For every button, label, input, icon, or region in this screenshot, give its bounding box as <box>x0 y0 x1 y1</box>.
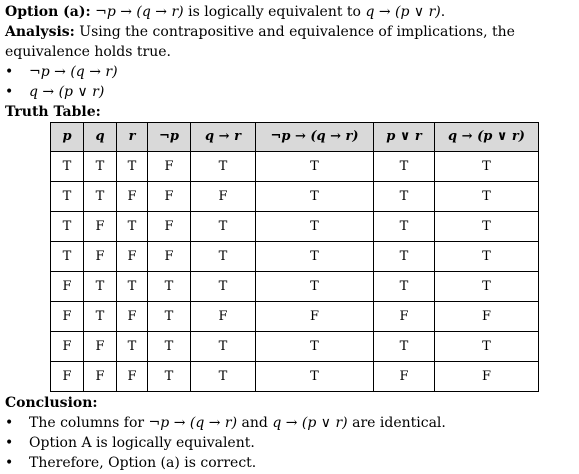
truth-value-cell: T <box>435 182 539 212</box>
truth-value-cell: T <box>374 272 435 302</box>
option-expression-2: q → (p ∨ r) <box>365 4 441 20</box>
bullet-dot: • <box>5 455 14 471</box>
truth-table-body <box>51 152 539 392</box>
option-statement: is logically equivalent to <box>183 4 366 20</box>
truth-value-cell: T <box>84 182 117 212</box>
truth-value-cell: F <box>84 212 117 242</box>
truth-value-cell: F <box>148 182 191 212</box>
expression-bullet-2 <box>5 82 575 102</box>
analysis-text: Using the contrapositive and equivalence of implications, the equivalence holds true. <box>5 24 515 60</box>
truth-value-cell: T <box>256 212 374 242</box>
truth-value-cell: T <box>374 182 435 212</box>
truth-value-cell: F <box>117 302 148 332</box>
truth-table-row <box>51 212 539 242</box>
truth-table-row <box>51 302 539 332</box>
truth-value-cell: T <box>51 242 84 272</box>
truth-value-cell: F <box>374 302 435 332</box>
truth-table-title: Truth Table: <box>5 104 101 120</box>
bullet-dot: • <box>5 415 14 431</box>
truth-table-row <box>51 332 539 362</box>
truth-value-cell: T <box>117 332 148 362</box>
conclusion-point-2: Option A is logically equivalent. <box>29 435 255 451</box>
truth-value-cell: T <box>191 272 256 302</box>
conclusion-text: are identical. <box>347 415 446 431</box>
truth-value-cell: T <box>84 152 117 182</box>
conclusion-bullet-1 <box>5 413 575 433</box>
truth-value-cell: T <box>374 242 435 272</box>
truth-value-cell: T <box>191 152 256 182</box>
truth-value-cell: T <box>256 362 374 392</box>
header-p-or-r: p ∨ r <box>374 123 435 152</box>
truth-value-cell: F <box>148 212 191 242</box>
conclusion-expression-1: ¬p → (q → r) <box>148 415 238 431</box>
truth-value-cell: F <box>84 242 117 272</box>
truth-value-cell: T <box>256 242 374 272</box>
truth-value-cell: T <box>435 212 539 242</box>
truth-table-row <box>51 152 539 182</box>
conclusion-expression-2: q → (p ∨ r) <box>272 415 348 431</box>
truth-value-cell: T <box>256 152 374 182</box>
truth-value-cell: T <box>374 212 435 242</box>
conclusion-point-3: Therefore, Option (a) is correct. <box>29 455 257 471</box>
truth-value-cell: F <box>148 152 191 182</box>
header-q-implies-p-or-r: q → (p ∨ r) <box>435 123 539 152</box>
truth-value-cell: T <box>84 272 117 302</box>
truth-value-cell: T <box>191 332 256 362</box>
header-r: r <box>117 123 148 152</box>
header-q-implies-r: q → r <box>191 123 256 152</box>
conclusion-bullet-2 <box>5 433 575 453</box>
option-heading <box>5 2 575 22</box>
bullet-dot: • <box>5 84 14 100</box>
truth-value-cell: T <box>435 332 539 362</box>
analysis-label: Analysis: <box>5 24 75 40</box>
conclusion-bullet-3 <box>5 453 575 473</box>
conclusion-text: and <box>237 415 273 431</box>
truth-table-row <box>51 362 539 392</box>
truth-value-cell: F <box>51 272 84 302</box>
expression-bullet-1 <box>5 62 575 82</box>
truth-value-cell: F <box>435 302 539 332</box>
truth-table-row <box>51 182 539 212</box>
truth-value-cell: F <box>51 302 84 332</box>
truth-value-cell: T <box>117 212 148 242</box>
conclusion-title: Conclusion: <box>5 395 98 411</box>
truth-value-cell: T <box>256 332 374 362</box>
truth-value-cell: T <box>191 212 256 242</box>
truth-value-cell: F <box>117 362 148 392</box>
truth-value-cell: F <box>435 362 539 392</box>
option-label: Option (a): <box>5 4 91 20</box>
truth-value-cell: F <box>191 302 256 332</box>
conclusion-point-1 <box>29 413 446 433</box>
header-not-p-implies-q-implies-r: ¬p → (q → r) <box>256 123 374 152</box>
truth-value-cell: F <box>51 332 84 362</box>
truth-value-cell: T <box>84 302 117 332</box>
header-p: p <box>51 123 84 152</box>
truth-value-cell: T <box>51 182 84 212</box>
truth-value-cell: T <box>435 272 539 302</box>
truth-value-cell: T <box>148 272 191 302</box>
option-period: . <box>440 4 446 20</box>
conclusion-text: The columns for <box>29 415 149 431</box>
truth-value-cell: T <box>148 362 191 392</box>
expression-2: q → (p ∨ r) <box>29 84 105 100</box>
truth-value-cell: T <box>191 242 256 272</box>
truth-value-cell: T <box>256 272 374 302</box>
bullet-dot: • <box>5 435 14 451</box>
truth-table <box>50 122 539 392</box>
truth-value-cell: T <box>117 152 148 182</box>
truth-value-cell: T <box>117 272 148 302</box>
option-expression-1: ¬p → (q → r) <box>95 4 184 20</box>
truth-value-cell: F <box>374 362 435 392</box>
truth-value-cell: F <box>84 362 117 392</box>
truth-value-cell: T <box>435 242 539 272</box>
truth-value-cell: F <box>51 362 84 392</box>
header-q: q <box>84 123 117 152</box>
truth-value-cell: T <box>51 212 84 242</box>
truth-value-cell: F <box>256 302 374 332</box>
bullet-dot: • <box>5 64 14 80</box>
analysis-paragraph <box>5 22 575 62</box>
truth-value-cell: T <box>374 152 435 182</box>
truth-value-cell: F <box>148 242 191 272</box>
truth-value-cell: T <box>148 302 191 332</box>
truth-value-cell: F <box>117 182 148 212</box>
truth-value-cell: T <box>256 182 374 212</box>
header-not-p: ¬p <box>148 123 191 152</box>
truth-value-cell: F <box>191 182 256 212</box>
truth-value-cell: T <box>374 332 435 362</box>
truth-table-row <box>51 242 539 272</box>
truth-value-cell: T <box>191 362 256 392</box>
truth-value-cell: F <box>117 242 148 272</box>
truth-value-cell: F <box>84 332 117 362</box>
truth-value-cell: T <box>148 332 191 362</box>
expression-1: ¬p → (q → r) <box>29 64 118 80</box>
truth-value-cell: T <box>435 152 539 182</box>
truth-value-cell: T <box>51 152 84 182</box>
truth-table-header-row <box>51 123 539 152</box>
truth-table-row <box>51 272 539 302</box>
